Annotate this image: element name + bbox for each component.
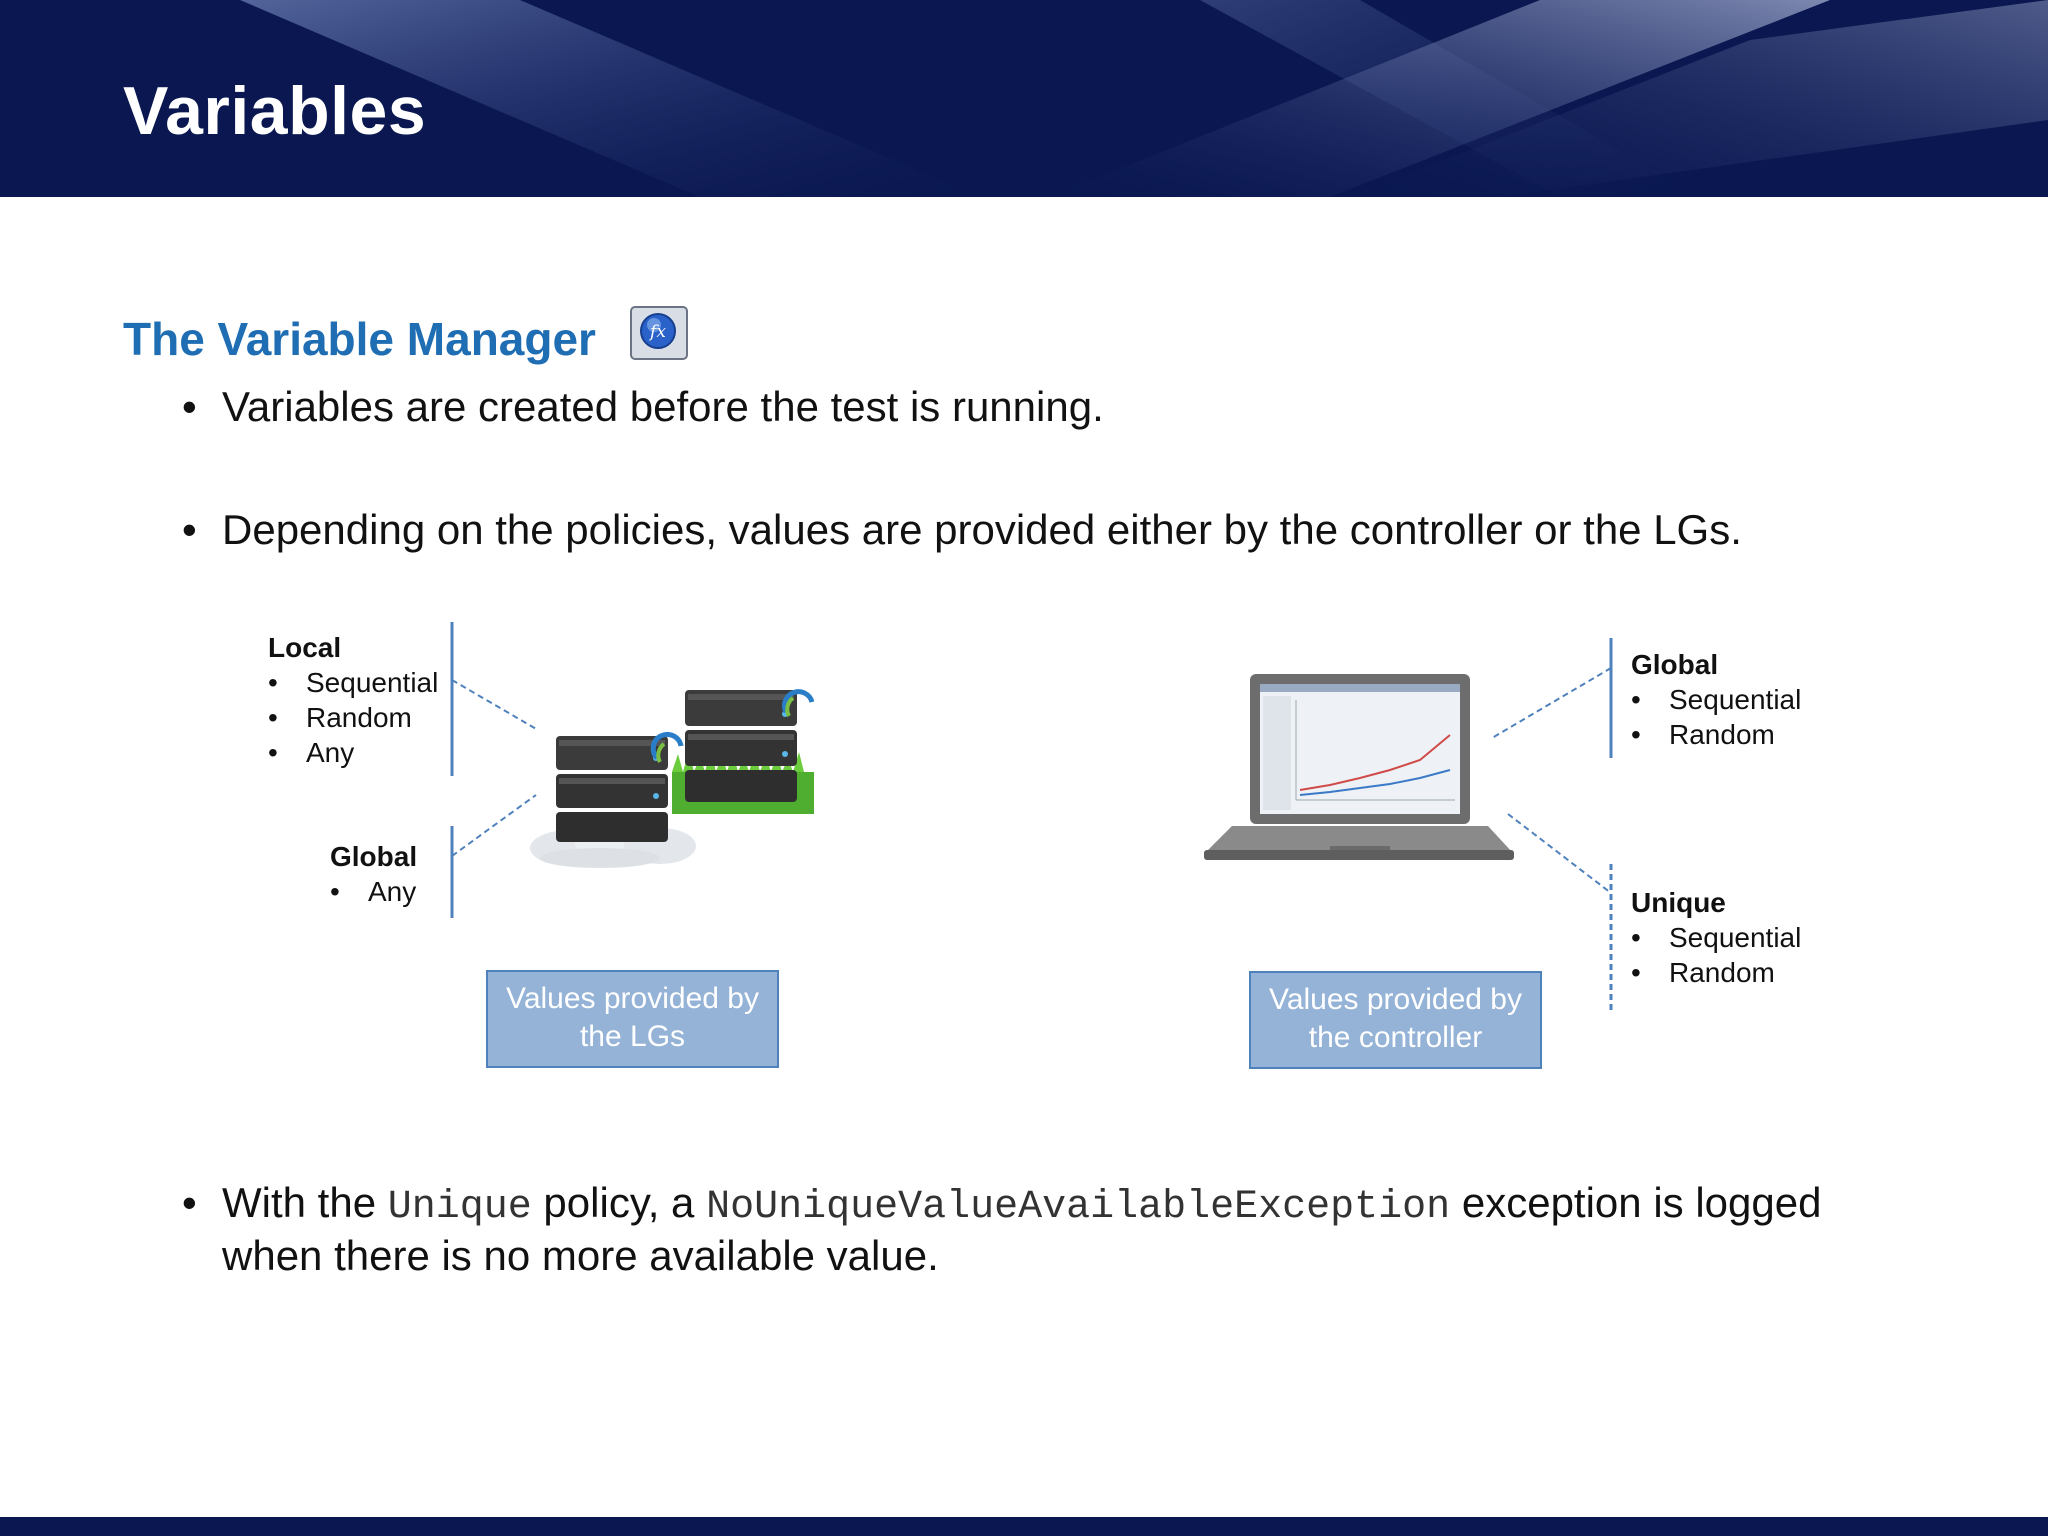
bullet-text: Variables are created before the test is running. [222, 383, 1104, 430]
connector-line [1508, 814, 1611, 893]
local-policy-list [268, 630, 438, 770]
bullet-text [222, 1176, 1821, 1235]
box-line: Values provided by [506, 982, 759, 1015]
server-stack-icon [530, 690, 814, 868]
code-exception: NoUniqueValueAvailableException [706, 1185, 1451, 1230]
policy-item: • Sequential [268, 665, 438, 700]
box-line: the LGs [579, 1020, 686, 1053]
policy-item: • Sequential [1631, 920, 1801, 955]
slide-title: Variables [123, 73, 427, 149]
connector-line [452, 680, 538, 730]
connector-line [452, 795, 536, 856]
text-part: policy, a [531, 1179, 707, 1226]
left-global-policy-list [330, 839, 417, 909]
policy-item: • Random [268, 700, 438, 735]
code-unique: Unique [387, 1185, 532, 1230]
svg-text:fx: fx [650, 322, 666, 342]
box-line: the controller [1308, 1021, 1483, 1054]
section-heading: The Variable Manager [123, 313, 596, 365]
box-line: Values provided by [1269, 983, 1522, 1016]
policy-item: • Any [330, 874, 417, 909]
laptop-icon [1204, 674, 1514, 860]
bullet-text: Depending on the policies, values are provided either by the controller or the LGs. [222, 506, 1742, 553]
policy-item: • Sequential [1631, 682, 1801, 717]
policy-item: • Random [1631, 717, 1801, 752]
unique-heading: Unique [1631, 887, 1726, 918]
policy-item: • Any [268, 735, 438, 770]
global-heading: Global [1631, 649, 1719, 680]
bullet-text: when there is no more available value. [222, 1232, 939, 1279]
lg-values-box [486, 970, 779, 1068]
unique-policy-list [1631, 885, 1801, 990]
local-heading: Local [268, 632, 342, 663]
slide-footer [0, 1517, 2048, 1536]
global-heading: Global [330, 841, 418, 872]
controller-values-box [1249, 971, 1542, 1069]
policy-item: • Random [1631, 955, 1801, 990]
connector-line [1492, 668, 1611, 738]
text-part: exception is logged [1450, 1179, 1822, 1226]
text-part: With the [222, 1179, 388, 1226]
right-global-policy-list [1631, 647, 1801, 752]
